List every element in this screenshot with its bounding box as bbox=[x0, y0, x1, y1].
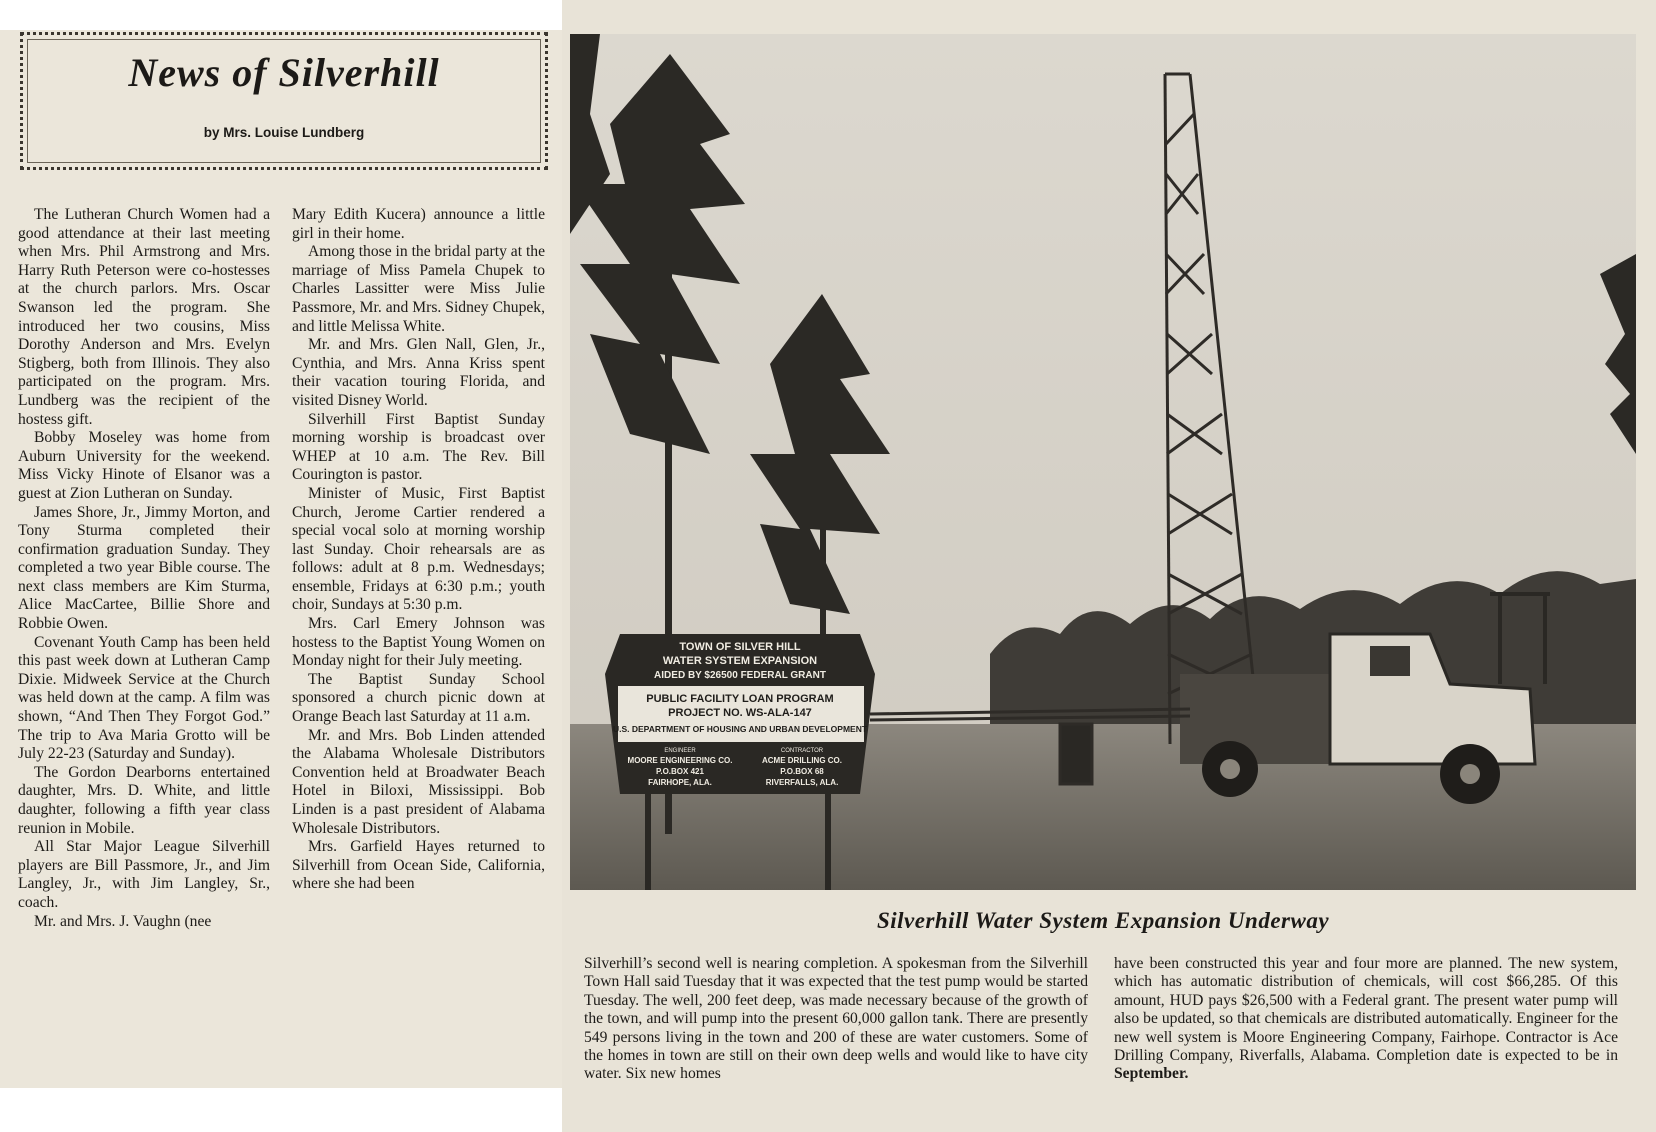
photo-caption: Silverhill Water System Expansion Underway bbox=[876, 908, 1330, 933]
completion-month: September. bbox=[1114, 1065, 1189, 1083]
masthead-title: News of Silverhill bbox=[128, 50, 440, 95]
sign-engineer-box: P.O.BOX 421 bbox=[656, 767, 704, 776]
sign-line-2: WATER SYSTEM EXPANSION bbox=[662, 655, 818, 667]
sign-line-3: AIDED BY $26500 FEDERAL GRANT bbox=[654, 670, 826, 681]
paragraph: The Baptist Sunday School sponsored a church picnic down at Orange Beach last Saturday at 11 a.m. bbox=[292, 670, 545, 726]
paragraph: Covenant Youth Camp has been held this past week down at Lutheran Camp Dixie. Midweek Service at the Church was held down at the camp. A film was shown, “And Then They Forgot God.” The trip to Ava Maria Grotto will be July 22-23 (Saturday and Sunday). bbox=[18, 633, 270, 763]
sign-line-6: U.S. DEPARTMENT OF HOUSING AND URBAN DEVELOPMENT bbox=[612, 724, 868, 734]
news-photo bbox=[570, 34, 1636, 890]
paragraph: The Lutheran Church Women had a good attendance at their last meeting when Mrs. Phil Armstrong and Mrs. Harry Ruth Peterson were co-hostesses at the church parlors. Mrs. Oscar Swanson led the program. She introduced her two cousins, Miss Dorothy Anderson and Mrs. Evelyn Stigberg, both from Illinois. They also participated on the program. Mrs. Lundberg was the recipient of the hostess gift. bbox=[18, 206, 270, 428]
masthead-byline: by Mrs. Louise Lundberg bbox=[203, 125, 365, 140]
sign-contractor-role: CONTRACTOR bbox=[780, 748, 824, 754]
photo-illustration bbox=[570, 34, 1636, 890]
paragraph: Silverhill First Baptist Sunday morning worship is broadcast over WHEP at 10 a.m. The Rev. Bill Courington is pastor. bbox=[292, 410, 545, 484]
sign-line-1: TOWN OF SILVER HILL bbox=[679, 641, 801, 653]
sign-line-5: PROJECT NO. WS-ALA-147 bbox=[668, 707, 812, 719]
sign-engineer-role: ENGINEER bbox=[664, 748, 696, 754]
paragraph: James Shore, Jr., Jimmy Morton, and Tony Sturma completed their confirmation graduation Sunday. They completed a two year Bible course. The next class members are Kim Sturma, Alice MacCartee, Billie Shore and Robbie Owen. bbox=[18, 503, 270, 633]
paragraph: Bobby Moseley was home from Auburn University for the weekend. Miss Vicky Hinote of Elsanor was a guest at Zion Lutheran on Sunday. bbox=[18, 429, 270, 502]
sign-engineer-name: MOORE ENGINEERING CO. bbox=[627, 756, 733, 765]
sign-contractor-city: RIVERFALLS, ALA. bbox=[765, 778, 839, 787]
paragraph: Among those in the bridal party at the marriage of Miss Pamela Chupek to Charles Lassitter were Miss Julie Passmore, Mr. and Mrs. Sidney Chupek, and little Melissa White. bbox=[292, 243, 545, 335]
story-text: have been constructed this year and four more are planned. The new system, which has automatic distribution of chemicals, will cost $66,285. Of this amount, HUD pays $26,500 with a Federal grant. The present water pump will also be updated, so that chemicals are distributed automatically. Engineer for the new well system is Moore Engineering Company, Fairhope. Contractor is Ace Drilling Company, Riverfalls, Alabama. Completion date is expected to be in bbox=[1114, 955, 1618, 1065]
paragraph: Mrs. Carl Emery Johnson was hostess to the Baptist Young Women on Monday night for their July meeting. bbox=[292, 615, 545, 670]
sign-engineer-city: FAIRHOPE, ALA. bbox=[648, 778, 712, 787]
paragraph: The Gordon Dearborns entertained daughter, Mrs. D. White, and little daughter, following a fifth year class reunion in Mobile. bbox=[18, 763, 270, 837]
paragraph: Mr. and Mrs. J. Vaughn (nee bbox=[34, 912, 212, 930]
sign-line-4: PUBLIC FACILITY LOAN PROGRAM bbox=[646, 693, 834, 705]
paragraph: Mr. and Mrs. Bob Linden attended the Alabama Wholesale Distributors Convention held at Broadwater Beach Hotel in Biloxi, Mississippi. Bob Linden is a past president of Alabama Wholesale Distributors. bbox=[292, 726, 545, 837]
paragraph: Mr. and Mrs. Glen Nall, Glen, Jr., Cynthia, and Mrs. Anna Kriss spent their vacation touring Florida, and visited Disney World. bbox=[292, 336, 545, 409]
paragraph-continued: Mary Edith Kucera) announce a little girl in their home. bbox=[292, 206, 545, 242]
sign-contractor-name: ACME DRILLING CO. bbox=[762, 756, 842, 765]
story-paragraph bbox=[1114, 955, 1618, 1084]
story-column-2 bbox=[1114, 955, 1618, 1084]
sign-contractor-box: P.O.BOX 68 bbox=[780, 767, 824, 776]
story-column-1 bbox=[584, 955, 1088, 1084]
paragraph: Minister of Music, First Baptist Church, Jerome Cartier rendered a special vocal solo at morning worship last Sunday. Choir rehearsals are as follows: adult at 8 p.m. Wednesdays; ensemble, Fridays at 6:30 p.m.; youth choir, Sundays at 5:30 p.m. bbox=[292, 484, 545, 614]
paragraph: Mrs. Garfield Hayes returned to Silverhill from Ocean Side, California, where she had been bbox=[292, 838, 545, 893]
column-masthead bbox=[20, 32, 548, 170]
story-paragraph: Silverhill’s second well is nearing completion. A spokesman from the Silverhill Town Hall said Tuesday that it was expected that the test pump would be started Tuesday. The well, 200 feet deep, was made necessary because of the growth of the town, and will pump into the present 60,000 gallon tank. There are presently 549 persons living in the town and 200 of these are water customers. Some of the homes in town are still on their own deep wells and would like to have city water. Six new homes bbox=[584, 955, 1088, 1083]
paragraph: All Star Major League Silverhill players are Bill Passmore, Jr., and Jim Langley, Jr., with Jim Langley, Sr., coach. bbox=[18, 838, 270, 911]
news-column-1 bbox=[18, 206, 270, 931]
news-column-2 bbox=[292, 206, 545, 894]
